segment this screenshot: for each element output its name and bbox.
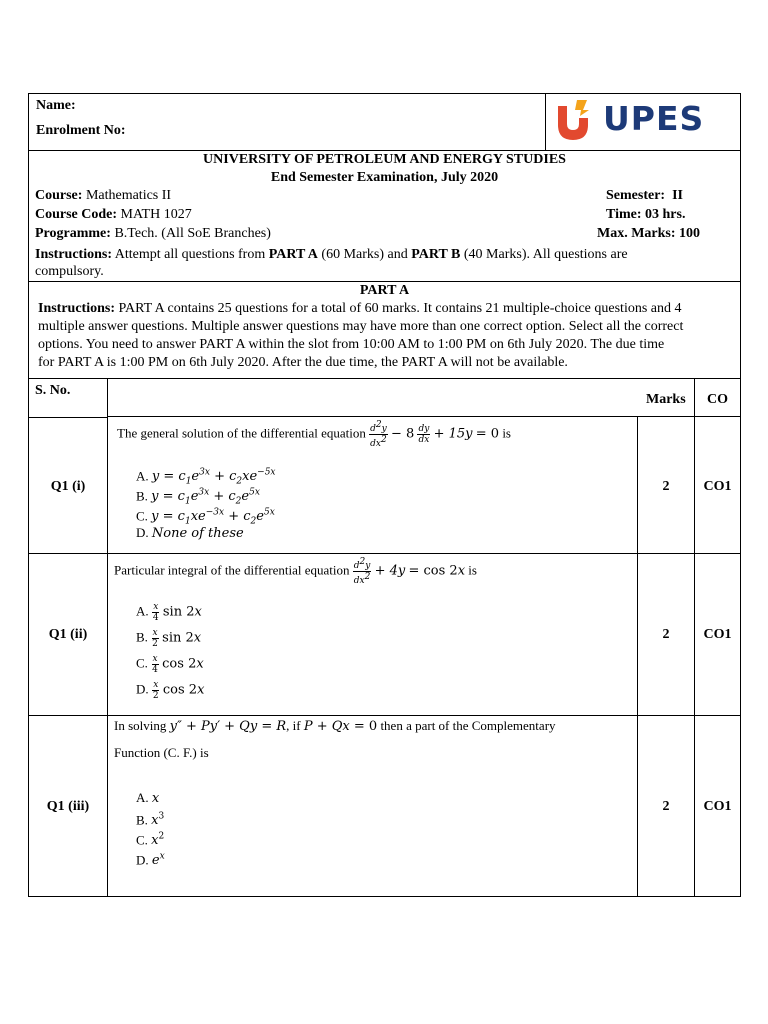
col-co-header: CO xyxy=(707,392,728,407)
part-a-instructions-line-1: Instructions: PART A contains 25 questions for a total of 60 marks. It contains 21 multiple-choice questions and 4 xyxy=(38,301,682,316)
option-c: C. $y = c_1xe^{-3x} + c_2e^{5x}$ xyxy=(136,508,275,527)
course-code-line: Course Code: MATH 1027 xyxy=(35,207,192,222)
option-a: A. $\frac{x}{4}$ sin 2x xyxy=(136,602,202,623)
option-b: B. $y = c_1e^{3x} + c_2e^{5x}$ xyxy=(136,488,260,507)
question-co: CO1 xyxy=(703,627,732,642)
general-instructions-cont: compulsory. xyxy=(35,264,104,279)
exam-title: End Semester Examination, July 2020 xyxy=(270,170,499,185)
enrolment-label: Enrolment No: xyxy=(36,123,126,138)
course-code-value: MATH 1027 xyxy=(120,207,192,222)
question-number: Q1 (ii) xyxy=(48,627,88,642)
col-sno-header: S. No. xyxy=(35,383,71,398)
option-b: B. $\frac{x}{2}$ sin 2x xyxy=(136,628,202,649)
option-a: A. x xyxy=(136,790,160,806)
semester: Semester: II xyxy=(606,188,683,203)
upes-logo-mark xyxy=(555,98,595,142)
option-b: B. $x^3$ xyxy=(136,812,165,829)
max-marks: Max. Marks: 100 xyxy=(597,226,701,241)
question-stem: The general solution of the differential equation $\frac{d^2y}{dx^2}$ − 8 $\frac{dy}{dx}$ + 15y = 0 is xyxy=(117,420,511,449)
part-a-instructions-line-3: options. You need to answer PART A within the slot from 10:00 AM to 1:00 PM on 6th July 2020. The due time xyxy=(38,337,665,352)
option-d: D. $e^x$ xyxy=(136,852,165,869)
question-number: Q1 (iii) xyxy=(46,799,90,814)
part-a-title: PART A xyxy=(359,283,410,298)
general-instructions: Instructions: Attempt all questions from PART A (60 Marks) and PART B (40 Marks). All questions are xyxy=(35,247,628,262)
programme-line: Programme: B.Tech. (All SoE Branches) xyxy=(35,226,271,241)
question-co: CO1 xyxy=(703,479,732,494)
col-marks-header: Marks xyxy=(646,392,686,407)
time: Time: 03 hrs. xyxy=(606,207,686,222)
option-c: C. $\frac{x}{4}$ cos 2x xyxy=(136,654,204,675)
university-title: UNIVERSITY OF PETROLEUM AND ENERGY STUDIES xyxy=(203,152,566,167)
part-a-instructions-line-4: for PART A is 1:00 PM on 6th July 2020. After the due time, the PART A will not be available. xyxy=(38,355,568,370)
name-label: Name: xyxy=(36,98,76,113)
question-marks: 2 xyxy=(662,479,670,494)
course-line: Course: Mathematics II xyxy=(35,188,172,203)
course-value: Mathematics II xyxy=(85,188,172,203)
question-number: Q1 (i) xyxy=(50,479,86,494)
option-d: D. $\frac{x}{2}$ cos 2x xyxy=(136,680,205,701)
upes-logo xyxy=(553,97,713,143)
question-stem-line-2: Function (C. F.) is xyxy=(114,745,209,760)
part-a-instructions-line-2: multiple answer questions. Multiple answer questions may have more than one correct option. Select all the correct xyxy=(38,319,684,334)
option-c: C. $x^2$ xyxy=(136,832,165,849)
upes-logo-text: UPES xyxy=(603,99,705,138)
question-stem: In solving y″ + Py′ + Qy = R, if P + Qx = 0 then a part of the Complementary xyxy=(114,718,556,734)
question-co: CO1 xyxy=(703,799,732,814)
question-stem: Particular integral of the differential equation $\frac{d^2y}{dx^2}$ + 4y = cos 2x is xyxy=(114,557,477,586)
option-d: D. None of these xyxy=(136,525,244,541)
programme-value: B.Tech. (All SoE Branches) xyxy=(114,226,271,241)
question-marks: 2 xyxy=(662,799,670,814)
question-marks: 2 xyxy=(662,627,670,642)
option-a: A. $y = c_1e^{3x} + c_2xe^{-5x}$ xyxy=(136,468,276,487)
